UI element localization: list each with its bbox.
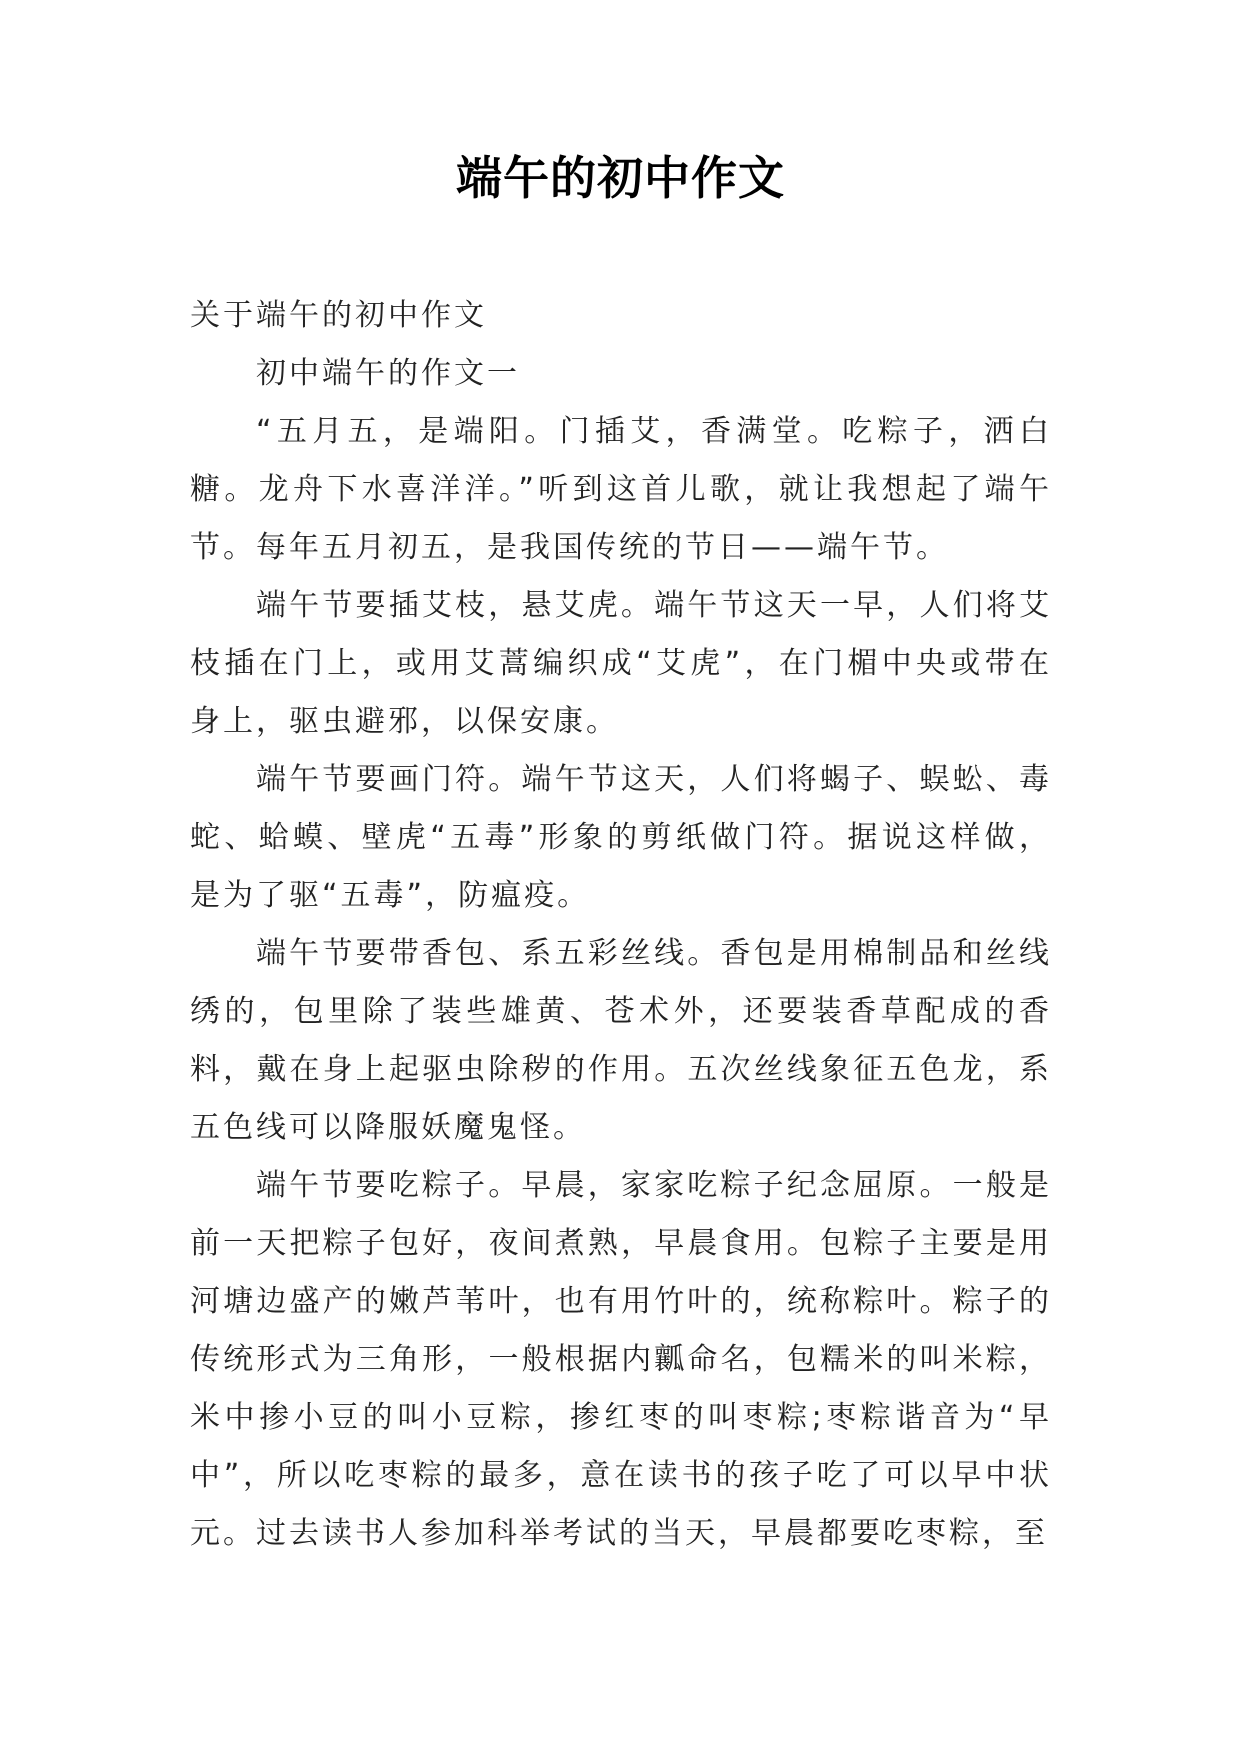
body-paragraph: 端午节要画门符。端午节这天，人们将蝎子、蜈蚣、毒蛇、蛤蟆、壁虎“五毒”形象的剪纸做门符。据说这样做，是为了驱“五毒”，防瘟疫。 [190,762,1052,913]
body-paragraph: “五月五，是端阳。门插艾，香满堂。吃粽子，洒白糖。龙舟下水喜洋洋。”听到这首儿歌，就让我想起了端午节。每年五月初五，是我国传统的节日——端午节。 [190,414,1052,565]
subtitle-paragraph: 关于端午的初中作文 [190,298,487,333]
body-paragraph: 端午节要带香包、系五彩丝线。香包是用棉制品和丝线绣的，包里除了装些雄黄、苍术外，还要装香草配成的香料，戴在身上起驱虫除秽的作用。五次丝线象征五色龙，系五色线可以降服妖魔鬼怪。 [190,936,1052,1145]
document-title: 端午的初中作文 [456,151,785,205]
body-paragraph: 端午节要吃粽子。早晨，家家吃粽子纪念屈原。一般是前一天把粽子包好，夜间煮熟，早晨食用。包粽子主要是用河塘边盛产的嫩芦苇叶，也有用竹叶的，统称粽叶。粽子的传统形式为三角形，一般根据内瓤命名，包糯米的叫米粽，米中掺小豆的叫小豆粽，掺红枣的叫枣粽;枣粽谐音为“早中”，所以吃枣粽的最多，意在读书的孩子吃了可以早中状元。过去读书人参加科举考试的当天，早晨都要吃枣粽，至 [190,1168,1052,1551]
document-body [190,287,1052,1563]
body-paragraph: 端午节要插艾枝，悬艾虎。端午节这天一早，人们将艾枝插在门上，或用艾蒿编织成“艾虎”，在门楣中央或带在身上，驱虫避邪，以保安康。 [190,588,1052,739]
section-heading: 初中端午的作文一 [256,356,520,391]
